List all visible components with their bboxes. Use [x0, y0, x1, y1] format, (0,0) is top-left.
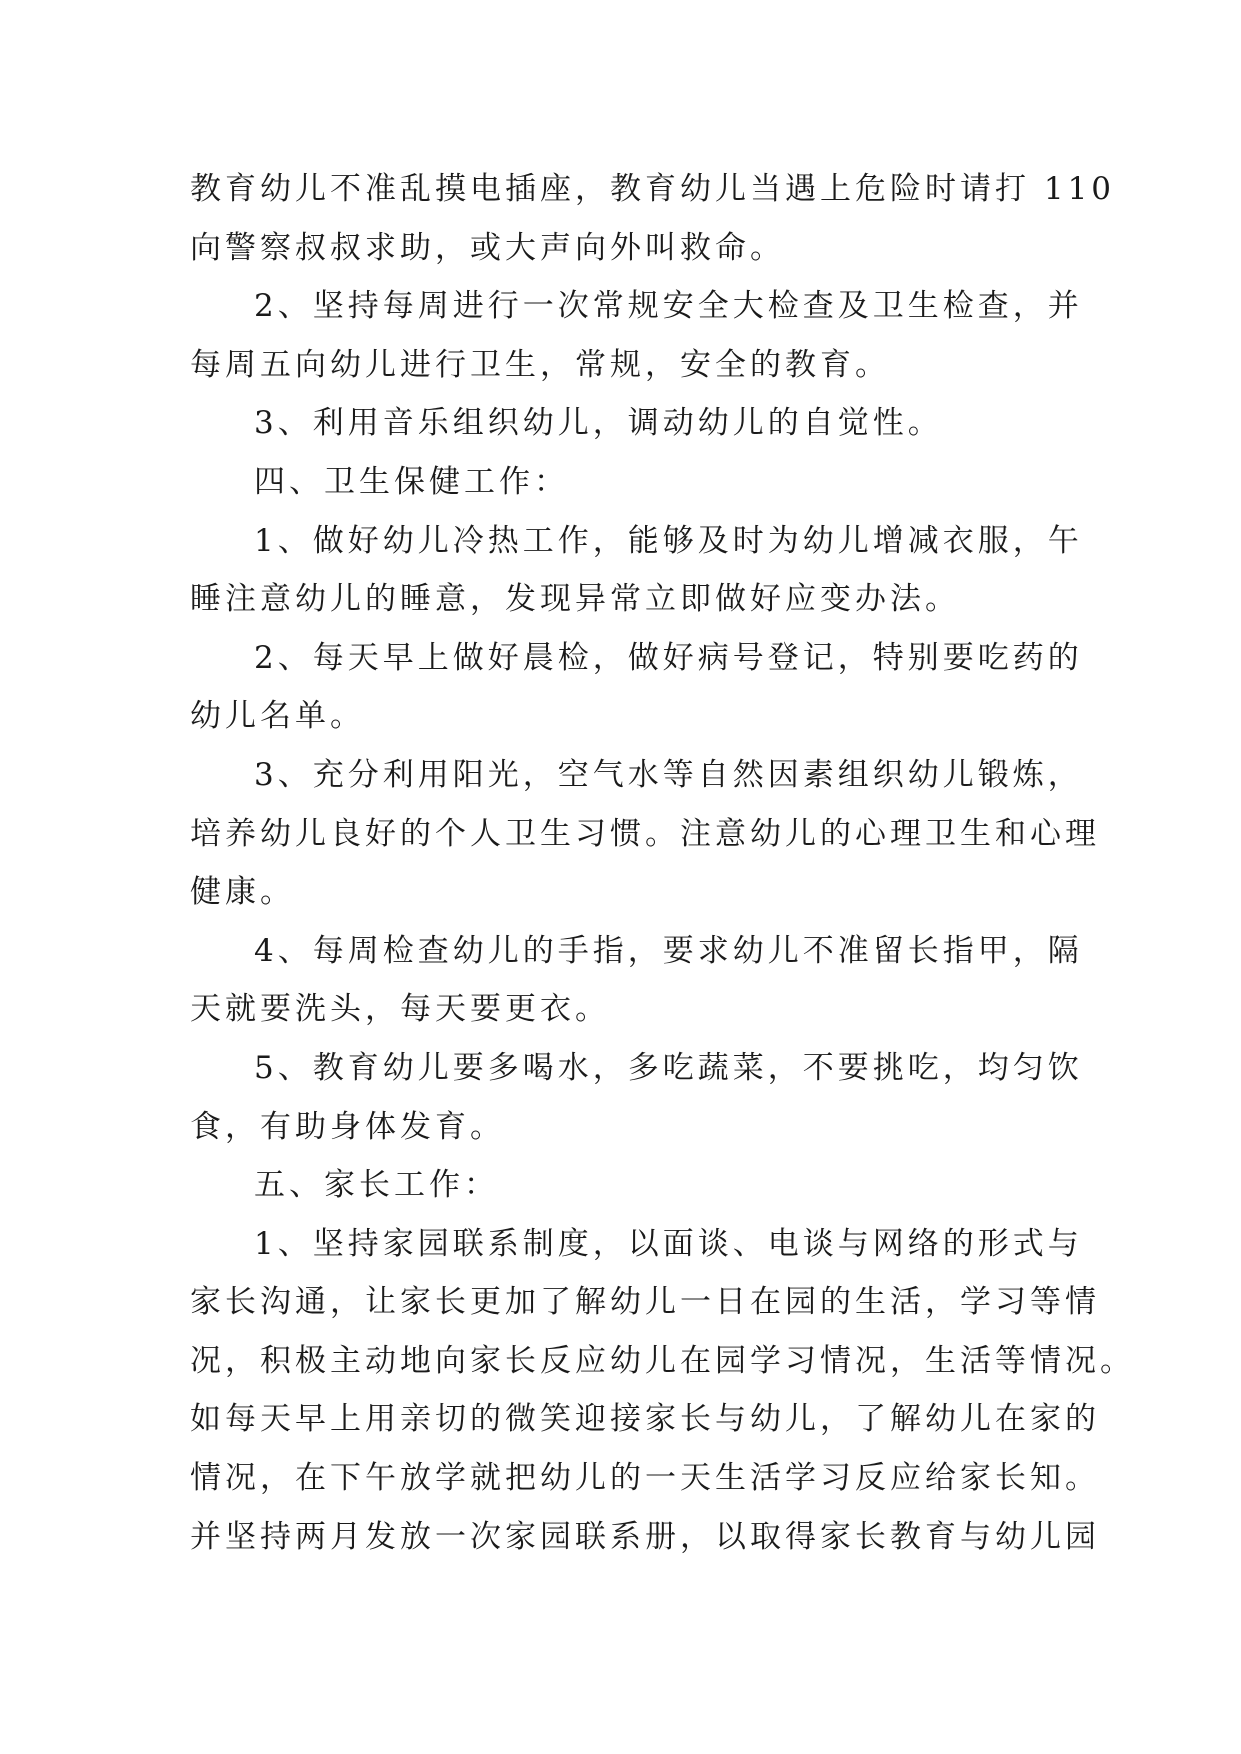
text-line: 况，积极主动地向家长反应幼儿在园学习情况，生活等情况。: [190, 1342, 1135, 1379]
text-line: 睡注意幼儿的睡意，发现异常立即做好应变办法。: [190, 581, 960, 618]
section-heading: 四、卫生保健工作：: [254, 463, 569, 500]
text-line: 天就要洗头，每天要更衣。: [190, 991, 610, 1028]
text-line: 4、每周检查幼儿的手指，要求幼儿不准留长指甲，隔: [254, 932, 1083, 969]
text-line: 3、利用音乐组织幼儿，调动幼儿的自觉性。: [254, 405, 943, 442]
text-line: 情况，在下午放学就把幼儿的一天生活学习反应给家长知。: [190, 1460, 1100, 1497]
text-line: 1、坚持家园联系制度，以面谈、电谈与网络的形式与: [254, 1225, 1083, 1262]
text-line: 向警察叔叔求助，或大声向外叫救命。: [190, 229, 785, 266]
text-line: 每周五向幼儿进行卫生，常规，安全的教育。: [190, 346, 890, 383]
text-line: 如每天早上用亲切的微笑迎接家长与幼儿，了解幼儿在家的: [190, 1401, 1100, 1438]
document-body: [190, 160, 1135, 1566]
section-heading: 五、家长工作：: [254, 1167, 499, 1204]
text-line: 幼儿名单。: [190, 698, 365, 735]
text-line: 5、教育幼儿要多喝水，多吃蔬菜，不要挑吃，均匀饮: [254, 1049, 1083, 1086]
text-line: 1、做好幼儿冷热工作，能够及时为幼儿增减衣服，午: [254, 522, 1083, 559]
text-line: 培养幼儿良好的个人卫生习惯。注意幼儿的心理卫生和心理: [190, 815, 1100, 852]
text-line: 家长沟通，让家长更加了解幼儿一日在园的生活，学习等情: [190, 1284, 1100, 1321]
text-line: 健康。: [190, 874, 295, 911]
text-line: 2、坚持每周进行一次常规安全大检查及卫生检查，并: [254, 288, 1083, 325]
text-line: 3、充分利用阳光，空气水等自然因素组织幼儿锻炼，: [254, 756, 1083, 793]
text-line: 并坚持两月发放一次家园联系册，以取得家长教育与幼儿园: [190, 1518, 1100, 1555]
text-line: 教育幼儿不准乱摸电插座，教育幼儿当遇上危险时请打 110: [190, 171, 1116, 207]
text-line: 食，有助身体发育。: [190, 1108, 505, 1145]
text-line: 2、每天早上做好晨检，做好病号登记，特别要吃药的: [254, 639, 1083, 676]
